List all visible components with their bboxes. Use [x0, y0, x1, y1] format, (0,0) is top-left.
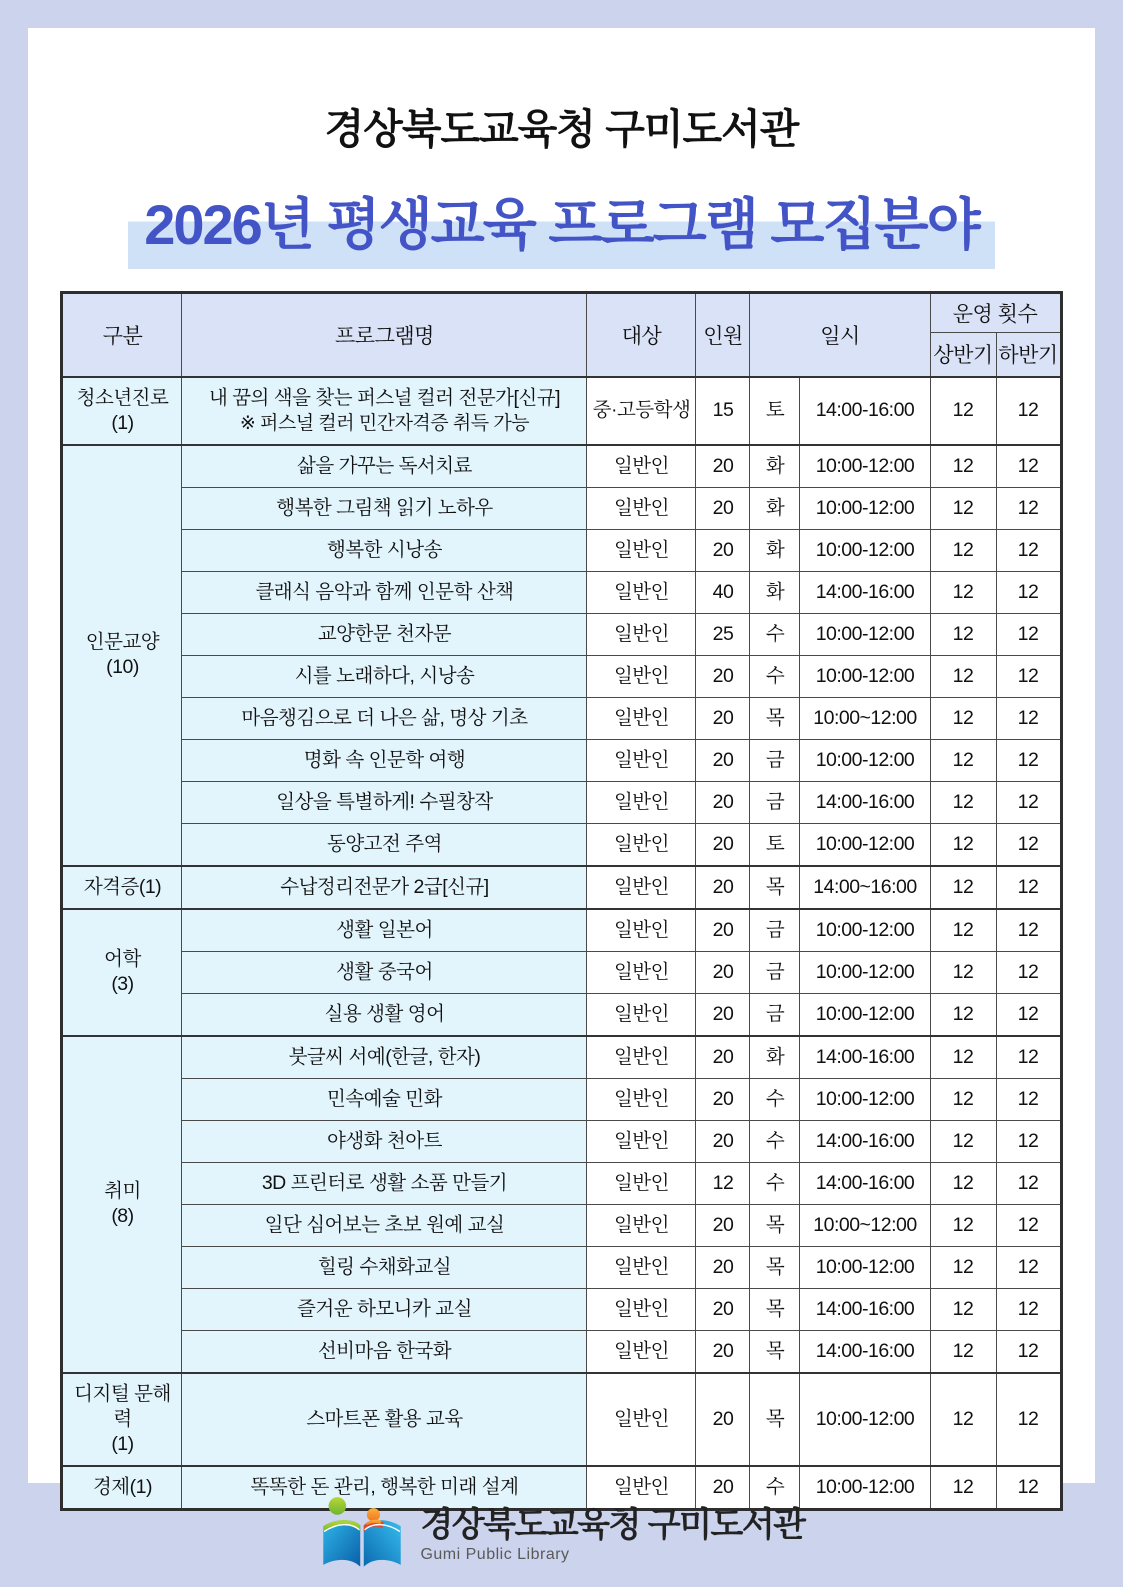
first-half-cell: 12 — [930, 909, 996, 952]
capacity-cell: 20 — [696, 739, 750, 781]
capacity-cell: 20 — [696, 655, 750, 697]
program-cell: 똑똑한 돈 관리, 행복한 미래 설계 — [182, 1466, 587, 1510]
time-cell: 10:00-12:00 — [800, 1246, 930, 1288]
second-half-cell: 12 — [996, 993, 1061, 1036]
first-half-cell: 12 — [930, 1466, 996, 1510]
table-row — [62, 1120, 1061, 1162]
table-row — [62, 1330, 1061, 1373]
second-half-cell: 12 — [996, 487, 1061, 529]
table-row — [62, 571, 1061, 613]
program-cell: 일단 심어보는 초보 원예 교실 — [182, 1204, 587, 1246]
program-cell: 수납정리전문가 2급[신규] — [182, 866, 587, 909]
footer-org-name: 경상북도교육청 구미도서관 — [420, 1505, 805, 1544]
day-cell: 수 — [750, 655, 800, 697]
program-cell: 생활 중국어 — [182, 951, 587, 993]
time-cell: 10:00-12:00 — [800, 445, 930, 488]
program-cell: 붓글씨 서예(한글, 한자) — [182, 1036, 587, 1079]
first-half-cell: 12 — [930, 445, 996, 488]
first-half-cell: 12 — [930, 1120, 996, 1162]
program-cell: 시를 노래하다, 시낭송 — [182, 655, 587, 697]
day-cell: 화 — [750, 529, 800, 571]
program-cell: 명화 속 인문학 여행 — [182, 739, 587, 781]
program-cell: 일상을 특별하게! 수필창작 — [182, 781, 587, 823]
program-cell: 마음챙김으로 더 나은 삶, 명상 기초 — [182, 697, 587, 739]
target-cell: 일반인 — [587, 1162, 696, 1204]
day-cell: 토 — [750, 377, 800, 445]
table-row — [62, 655, 1061, 697]
second-half-cell: 12 — [996, 739, 1061, 781]
program-cell: 3D 프린터로 생활 소품 만들기 — [182, 1162, 587, 1204]
second-half-cell: 12 — [996, 377, 1061, 445]
program-cell: 생활 일본어 — [182, 909, 587, 952]
target-cell: 일반인 — [587, 909, 696, 952]
first-half-cell: 12 — [930, 1288, 996, 1330]
second-half-cell: 12 — [996, 781, 1061, 823]
first-half-cell: 12 — [930, 823, 996, 866]
day-cell: 목 — [750, 1330, 800, 1373]
table-row — [62, 866, 1061, 909]
capacity-cell: 25 — [696, 613, 750, 655]
time-cell: 10:00-12:00 — [800, 909, 930, 952]
day-cell: 목 — [750, 1204, 800, 1246]
capacity-cell: 40 — [696, 571, 750, 613]
day-cell: 수 — [750, 1466, 800, 1510]
table-row — [62, 487, 1061, 529]
program-cell: 야생화 천아트 — [182, 1120, 587, 1162]
second-half-cell: 12 — [996, 1036, 1061, 1079]
capacity-cell: 20 — [696, 909, 750, 952]
capacity-cell: 20 — [696, 1330, 750, 1373]
header-program: 프로그램명 — [182, 293, 587, 377]
target-cell: 일반인 — [587, 487, 696, 529]
second-half-cell: 12 — [996, 613, 1061, 655]
capacity-cell: 20 — [696, 1204, 750, 1246]
second-half-cell: 12 — [996, 1204, 1061, 1246]
capacity-cell: 20 — [696, 1120, 750, 1162]
org-title: 경상북도교육청 구미도서관 — [324, 106, 799, 152]
target-cell: 일반인 — [587, 613, 696, 655]
category-cell: 어학 (3) — [62, 909, 182, 1036]
second-half-cell: 12 — [996, 1120, 1061, 1162]
time-cell: 10:00-12:00 — [800, 487, 930, 529]
program-table — [60, 291, 1062, 1511]
day-cell: 목 — [750, 1246, 800, 1288]
table-row — [62, 1246, 1061, 1288]
second-half-cell: 12 — [996, 655, 1061, 697]
capacity-cell: 12 — [696, 1162, 750, 1204]
target-cell: 일반인 — [587, 1036, 696, 1079]
capacity-cell: 20 — [696, 1288, 750, 1330]
day-cell: 화 — [750, 571, 800, 613]
day-cell: 금 — [750, 739, 800, 781]
program-cell: 행복한 그림책 읽기 노하우 — [182, 487, 587, 529]
green-person-head — [329, 1497, 347, 1515]
first-half-cell: 12 — [930, 866, 996, 909]
day-cell: 목 — [750, 866, 800, 909]
table-row — [62, 739, 1061, 781]
program-cell: 행복한 시낭송 — [182, 529, 587, 571]
first-half-cell: 12 — [930, 739, 996, 781]
program-cell: 민속예술 민화 — [182, 1078, 587, 1120]
second-half-cell: 12 — [996, 1330, 1061, 1373]
target-cell: 중·고등학생 — [587, 377, 696, 445]
program-cell: 삶을 가꾸는 독서치료 — [182, 445, 587, 488]
second-half-cell: 12 — [996, 866, 1061, 909]
table-row — [62, 951, 1061, 993]
first-half-cell: 12 — [930, 1204, 996, 1246]
header-category: 구분 — [62, 293, 182, 377]
target-cell: 일반인 — [587, 993, 696, 1036]
first-half-cell: 12 — [930, 1246, 996, 1288]
footer-org-name-english: Gumi Public Library — [420, 1545, 570, 1563]
first-half-cell: 12 — [930, 377, 996, 445]
first-half-cell: 12 — [930, 571, 996, 613]
footer-text-block — [420, 1507, 804, 1564]
target-cell: 일반인 — [587, 866, 696, 909]
poster-card — [28, 28, 1095, 1498]
target-cell: 일반인 — [587, 445, 696, 488]
category-cell: 자격증(1) — [62, 866, 182, 909]
time-cell: 14:00-16:00 — [800, 377, 930, 445]
capacity-cell: 20 — [696, 487, 750, 529]
header-sessions: 운영 횟수 — [930, 293, 1061, 333]
header-datetime: 일시 — [750, 293, 930, 377]
header-first-half: 상반기 — [930, 333, 996, 377]
first-half-cell: 12 — [930, 951, 996, 993]
target-cell: 일반인 — [587, 1120, 696, 1162]
capacity-cell: 20 — [696, 823, 750, 866]
header-target: 대상 — [587, 293, 696, 377]
second-half-cell: 12 — [996, 823, 1061, 866]
time-cell: 10:00-12:00 — [800, 993, 930, 1036]
table-row — [62, 1036, 1061, 1079]
day-cell: 목 — [750, 697, 800, 739]
second-half-cell: 12 — [996, 909, 1061, 952]
capacity-cell: 20 — [696, 697, 750, 739]
target-cell: 일반인 — [587, 1246, 696, 1288]
program-cell: 내 꿈의 색을 찾는 퍼스널 컬러 전문가[신규] ※ 퍼스널 컬러 민간자격증 취득 가능 — [182, 377, 587, 445]
header-second-half: 하반기 — [996, 333, 1061, 377]
table-body — [62, 377, 1061, 1510]
time-cell: 14:00-16:00 — [800, 1162, 930, 1204]
target-cell: 일반인 — [587, 529, 696, 571]
program-cell: 교양한문 천자문 — [182, 613, 587, 655]
table-row — [62, 445, 1061, 488]
time-cell: 10:00-12:00 — [800, 951, 930, 993]
day-cell: 수 — [750, 1162, 800, 1204]
target-cell: 일반인 — [587, 571, 696, 613]
time-cell: 14:00-16:00 — [800, 1288, 930, 1330]
second-half-cell: 12 — [996, 1162, 1061, 1204]
time-cell: 14:00~16:00 — [800, 866, 930, 909]
second-half-cell: 12 — [996, 1373, 1061, 1466]
day-cell: 화 — [750, 487, 800, 529]
category-cell: 경제(1) — [62, 1466, 182, 1510]
day-cell: 수 — [750, 1120, 800, 1162]
capacity-cell: 20 — [696, 529, 750, 571]
second-half-cell: 12 — [996, 951, 1061, 993]
time-cell: 10:00-12:00 — [800, 1373, 930, 1466]
capacity-cell: 20 — [696, 1078, 750, 1120]
second-half-cell: 12 — [996, 529, 1061, 571]
day-cell: 화 — [750, 445, 800, 488]
time-cell: 14:00-16:00 — [800, 781, 930, 823]
first-half-cell: 12 — [930, 1078, 996, 1120]
category-cell: 인문교양 (10) — [62, 445, 182, 866]
table-row — [62, 1162, 1061, 1204]
time-cell: 10:00~12:00 — [800, 697, 930, 739]
main-title-band — [28, 181, 1095, 259]
target-cell: 일반인 — [587, 655, 696, 697]
second-half-cell: 12 — [996, 1078, 1061, 1120]
capacity-cell: 20 — [696, 445, 750, 488]
category-cell: 디지털 문해력 (1) — [62, 1373, 182, 1466]
capacity-cell: 20 — [696, 1246, 750, 1288]
day-cell: 목 — [750, 1288, 800, 1330]
time-cell: 10:00-12:00 — [800, 655, 930, 697]
day-cell: 수 — [750, 1078, 800, 1120]
target-cell: 일반인 — [587, 1288, 696, 1330]
capacity-cell: 20 — [696, 866, 750, 909]
first-half-cell: 12 — [930, 1330, 996, 1373]
table-row — [62, 1373, 1061, 1466]
capacity-cell: 20 — [696, 1036, 750, 1079]
day-cell: 금 — [750, 909, 800, 952]
footer — [0, 1483, 1123, 1587]
day-cell: 금 — [750, 993, 800, 1036]
table-row — [62, 529, 1061, 571]
category-cell: 취미 (8) — [62, 1036, 182, 1373]
time-cell: 10:00-12:00 — [800, 529, 930, 571]
table-row — [62, 1204, 1061, 1246]
second-half-cell: 12 — [996, 1466, 1061, 1510]
header-capacity: 인원 — [696, 293, 750, 377]
first-half-cell: 12 — [930, 993, 996, 1036]
table-row — [62, 613, 1061, 655]
capacity-cell: 20 — [696, 781, 750, 823]
second-half-cell: 12 — [996, 571, 1061, 613]
capacity-cell: 15 — [696, 377, 750, 445]
first-half-cell: 12 — [930, 613, 996, 655]
target-cell: 일반인 — [587, 1078, 696, 1120]
time-cell: 10:00~12:00 — [800, 1204, 930, 1246]
day-cell: 화 — [750, 1036, 800, 1079]
target-cell: 일반인 — [587, 781, 696, 823]
table-row — [62, 993, 1061, 1036]
first-half-cell: 12 — [930, 1373, 996, 1466]
first-half-cell: 12 — [930, 1162, 996, 1204]
first-half-cell: 12 — [930, 529, 996, 571]
second-half-cell: 12 — [996, 1246, 1061, 1288]
day-cell: 목 — [750, 1373, 800, 1466]
table-row — [62, 1078, 1061, 1120]
target-cell: 일반인 — [587, 1330, 696, 1373]
table-row — [62, 1288, 1061, 1330]
capacity-cell: 20 — [696, 1466, 750, 1510]
program-cell: 동양고전 주역 — [182, 823, 587, 866]
second-half-cell: 12 — [996, 697, 1061, 739]
day-cell: 금 — [750, 951, 800, 993]
day-cell: 수 — [750, 613, 800, 655]
second-half-cell: 12 — [996, 1288, 1061, 1330]
time-cell: 10:00-12:00 — [800, 823, 930, 866]
target-cell: 일반인 — [587, 951, 696, 993]
orange-person-head — [367, 1508, 380, 1521]
program-cell: 클래식 음악과 함께 인문학 산책 — [182, 571, 587, 613]
program-cell: 즐거운 하모니카 교실 — [182, 1288, 587, 1330]
table-row — [62, 823, 1061, 866]
time-cell: 10:00-12:00 — [800, 1466, 930, 1510]
main-title: 2026년 평생교육 프로그램 모집분야 — [128, 181, 995, 269]
table-header — [62, 293, 1061, 377]
category-cell: 청소년진로 (1) — [62, 377, 182, 445]
program-cell: 힐링 수채화교실 — [182, 1246, 587, 1288]
table-row — [62, 781, 1061, 823]
first-half-cell: 12 — [930, 781, 996, 823]
second-half-cell: 12 — [996, 445, 1061, 488]
program-cell: 선비마음 한국화 — [182, 1330, 587, 1373]
first-half-cell: 12 — [930, 697, 996, 739]
program-cell: 스마트폰 활용 교육 — [182, 1373, 587, 1466]
time-cell: 14:00-16:00 — [800, 1036, 930, 1079]
target-cell: 일반인 — [587, 1373, 696, 1466]
time-cell: 14:00-16:00 — [800, 1330, 930, 1373]
first-half-cell: 12 — [930, 655, 996, 697]
capacity-cell: 20 — [696, 951, 750, 993]
day-cell: 금 — [750, 781, 800, 823]
table-row — [62, 697, 1061, 739]
target-cell: 일반인 — [587, 1204, 696, 1246]
time-cell: 10:00-12:00 — [800, 613, 930, 655]
first-half-cell: 12 — [930, 1036, 996, 1079]
target-cell: 일반인 — [587, 739, 696, 781]
program-cell: 실용 생활 영어 — [182, 993, 587, 1036]
capacity-cell: 20 — [696, 993, 750, 1036]
target-cell: 일반인 — [587, 1466, 696, 1510]
time-cell: 10:00-12:00 — [800, 739, 930, 781]
table-row — [62, 377, 1061, 445]
capacity-cell: 20 — [696, 1373, 750, 1466]
time-cell: 10:00-12:00 — [800, 1078, 930, 1120]
open-book-with-readers-icon — [318, 1494, 406, 1576]
time-cell: 14:00-16:00 — [800, 1120, 930, 1162]
time-cell: 14:00-16:00 — [800, 571, 930, 613]
table-row — [62, 909, 1061, 952]
target-cell: 일반인 — [587, 823, 696, 866]
day-cell: 토 — [750, 823, 800, 866]
target-cell: 일반인 — [587, 697, 696, 739]
first-half-cell: 12 — [930, 487, 996, 529]
